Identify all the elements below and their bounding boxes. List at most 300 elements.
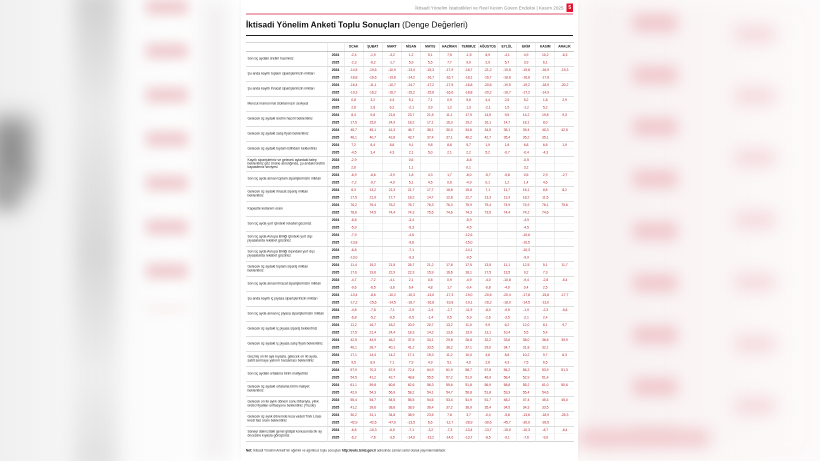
value-cell [363,254,382,262]
indicator-label: Gelecek üç aydaki ihracat sipariş miktarı beklentiniz [246,186,327,201]
indicator-label: Mevcut mamul mal stoklarınızın seviyesi [246,96,327,111]
value-cell: 33,6 [497,336,516,344]
value-cell: 57,9 [344,366,363,374]
year-cell: 2025 [327,179,344,187]
indicator-label: Son üç aydaki ortalama birim maliyetiniz [246,366,327,381]
value-cell: -6,0 [382,426,401,434]
value-cell: 44,9 [363,336,382,344]
value-cell: 75,4 [478,201,497,209]
value-cell: 55,5 [421,374,440,382]
value-cell: 51,7 [478,396,497,404]
value-cell: -0,5 [401,314,420,322]
value-cell: 19,8 [536,111,555,119]
value-cell: 35,1 [497,126,516,134]
value-cell: 56,3 [516,366,535,374]
value-cell [555,216,574,224]
value-cell: -10,7 [382,81,401,89]
value-cell: 76,2 [344,201,363,209]
value-cell: 56,3 [421,381,440,389]
value-cell: 9,2 [516,269,535,277]
value-cell: 9,7 [536,351,555,359]
table-row [246,96,574,104]
value-cell: 2,9 [536,171,555,179]
value-cell: 51,4 [536,374,555,382]
value-cell: 0,4 [516,284,535,292]
table-row [246,411,574,419]
value-cell: 51,8 [459,381,478,389]
table-row [246,336,574,344]
value-cell: 76,2 [382,201,401,209]
value-cell: 12,7 [459,194,478,202]
value-cell: -8,7 [536,426,555,434]
year-cell: 2024 [327,396,344,404]
value-cell [382,156,401,164]
value-cell: -2,7 [440,306,459,314]
value-cell: 58,4 [497,374,516,382]
value-cell: 4,0 [459,359,478,367]
value-cell: 55,5 [401,396,420,404]
value-cell: 20,9 [401,321,420,329]
value-cell: 54,2 [497,366,516,374]
value-cell: 5,1 [401,96,420,104]
value-cell: 15,3 [421,351,440,359]
value-cell: -10,3 [401,291,420,299]
survey-table [246,42,574,442]
value-cell: 19,2 [459,119,478,127]
value-cell: 8,6 [536,186,555,194]
value-cell: 2,5 [497,96,516,104]
value-cell: 15,9 [421,269,440,277]
value-cell: 5,9 [401,59,420,67]
value-cell: 0,1 [478,179,497,187]
value-cell: -4,8 [344,306,363,314]
value-cell: 24,9 [382,119,401,127]
value-cell: -18,6 [497,74,516,82]
value-cell: 21,2 [421,261,440,269]
month-header: AĞUSTOS [478,42,497,51]
value-cell: -0,5 [516,156,535,164]
value-cell: -0,4 [516,149,535,157]
value-cell: -18,9 [536,81,555,89]
value-cell: -19,8 [440,299,459,307]
value-cell: -3,5 [497,314,516,322]
value-cell: 15,1 [516,186,535,194]
value-cell: 16,1 [478,119,497,127]
value-cell: 34,8 [382,411,401,419]
value-cell: 21,3 [382,186,401,194]
value-cell: 13,2 [440,321,459,329]
year-cell: 2025 [327,59,344,67]
indicator-label: Geçmiş on iki aya kıyasla, gelecek on iki ayda, sabit sermaye yatırım harcaması beklentiniz [246,351,327,366]
table-row [246,231,574,239]
value-cell: 35,1 [536,134,555,142]
value-cell: -6,6 [363,171,382,179]
value-cell: 3,2 [516,164,535,172]
value-cell: -16,7 [421,74,440,82]
value-cell [536,216,555,224]
year-cell: 2024 [327,141,344,149]
blur-smudge-column [74,0,118,461]
value-cell: 6,3 [344,186,363,194]
value-cell: 7,1 [421,96,440,104]
value-cell: 4,3 [382,149,401,157]
year-cell: 2025 [327,119,344,127]
value-cell: -3,2 [421,426,440,434]
value-cell: -17,3 [440,291,459,299]
value-cell [555,59,574,67]
value-cell: 47,4 [516,396,535,404]
value-cell: 26,7 [401,261,420,269]
value-cell: 17,5 [344,119,363,127]
value-cell: -2,9 [401,306,420,314]
value-cell: -13,4 [459,426,478,434]
value-cell: 54,5 [344,374,363,382]
value-cell: -3,9 [382,171,401,179]
value-cell: 30,2 [344,411,363,419]
value-cell: 18,3 [401,329,420,337]
value-cell: -17,7 [555,291,574,299]
value-cell: 18,2 [401,194,420,202]
value-cell: 74,6 [536,209,555,217]
value-cell: -28,9 [459,419,478,427]
value-cell: 74,3 [401,209,420,217]
value-cell: -5,9 [344,224,363,232]
year-cell: 2024 [327,201,344,209]
value-cell: 74,4 [497,209,516,217]
value-cell: -15,8 [536,291,555,299]
month-header: EKİM [516,42,535,51]
value-cell: 8,0 [536,119,555,127]
value-cell: 1,2 [497,179,516,187]
value-cell: -6,5 [363,284,382,292]
value-cell: -14,5 [344,66,363,74]
value-cell: -21,2 [478,66,497,74]
table-row [246,306,574,314]
value-cell [555,156,574,164]
value-cell: 46,2 [382,336,401,344]
value-cell: -20,2 [478,89,497,97]
value-cell: 9,5 [497,111,516,119]
value-cell: -15,0 [459,239,478,247]
value-cell: 7,1 [382,359,401,367]
month-header: ŞUBAT [363,42,382,51]
value-cell: -0,4 [478,411,497,419]
value-cell: 10,2 [516,351,535,359]
indicator-label: Gelecek üç aydaki toplam istihdam beklentiniz [246,141,327,156]
value-cell: -3,2 [382,51,401,59]
value-cell: -5,9 [459,216,478,224]
value-cell: -13,7 [459,434,478,442]
value-cell: 1,9 [555,141,574,149]
value-cell: 7,8 [440,411,459,419]
value-cell: 4,9 [516,51,535,59]
value-cell: 16,6 [440,269,459,277]
blur-pink-band [579,430,709,446]
month-header: MAYIS [421,42,440,51]
value-cell: 2,6 [344,164,363,172]
value-cell: 7,1 [478,186,497,194]
value-cell: 40,2 [459,134,478,142]
value-cell: 38,1 [421,126,440,134]
value-cell: -1,2 [516,104,535,112]
indicator-label: Gelecek üç aydaki satış fiyatı beklentiniz [246,126,327,141]
value-cell: -0,7 [363,179,382,187]
value-cell [555,329,574,337]
value-cell: 17,5 [344,194,363,202]
month-header: NİSAN [401,42,420,51]
value-cell: -19,3 [555,66,574,74]
value-cell: 16,3 [440,119,459,127]
value-cell: 1,9 [478,141,497,149]
table-row [246,366,574,374]
value-cell: -10,3 [516,246,535,254]
value-cell: 5,2 [516,96,535,104]
value-cell [478,239,497,247]
value-cell: -3,6 [382,284,401,292]
value-cell: 42,5 [344,336,363,344]
footnote-label: Not: [246,449,253,453]
value-cell: -17,2 [516,89,535,97]
value-cell: -4,9 [516,216,535,224]
value-cell: -15,6 [421,89,440,97]
value-cell: 2,8 [363,104,382,112]
month-header: HAZİRAN [440,42,459,51]
value-cell [478,224,497,232]
value-cell: -13,0 [421,291,440,299]
value-cell: 67,9 [382,366,401,374]
value-cell [478,254,497,262]
value-cell: 45,7 [344,126,363,134]
value-cell: -5,8 [555,306,574,314]
value-cell: 11,7 [497,186,516,194]
table-row [246,396,574,404]
value-cell [440,216,459,224]
value-cell: 13,3 [497,194,516,202]
value-cell: 31,8 [516,344,535,352]
value-cell: 4,9 [421,359,440,367]
indicator-label: Şu anda kayıtlı ihracat siparişlerinizin miktarı [246,81,327,96]
value-cell [440,164,459,172]
value-cell: -7,1 [401,426,420,434]
value-cell: -2,1 [478,104,497,112]
value-cell [536,224,555,232]
value-cell: 6,1 [536,59,555,67]
value-cell: 46,7 [401,126,420,134]
table-row [246,111,574,119]
value-cell: -16,7 [382,89,401,97]
value-cell [555,434,574,442]
value-cell: -1,5 [459,51,478,59]
value-cell: -12,7 [440,419,459,427]
value-cell: 36,9 [459,404,478,412]
value-cell: 0,5 [440,314,459,322]
value-cell: 9,1 [401,141,420,149]
value-cell: 13,2 [363,186,382,194]
value-cell: -17,5 [440,81,459,89]
value-cell: -42,6 [363,419,382,427]
value-cell: -4,1 [382,276,401,284]
value-cell: 39,6 [363,404,382,412]
value-cell: 34,5 [497,404,516,412]
value-cell [382,239,401,247]
value-cell: 21,7 [401,186,420,194]
value-cell: 75,6 [555,201,574,209]
year-cell: 2025 [327,104,344,112]
value-cell: 74,9 [516,201,535,209]
footnote [246,449,573,453]
value-cell: 17,1 [344,351,363,359]
year-cell: 2024 [327,366,344,374]
value-cell: 53,4 [440,396,459,404]
value-cell: -13,4 [344,291,363,299]
value-cell [536,254,555,262]
value-cell: 10,4 [497,329,516,337]
value-cell: 74,4 [382,209,401,217]
value-cell [363,164,382,172]
value-cell [382,216,401,224]
year-cell: 2024 [327,156,344,164]
value-cell [555,344,574,352]
value-cell: -11,1 [363,81,382,89]
value-cell: 8,4 [344,111,363,119]
indicator-label: Son üç ayda alınan iç piyasa siparişlerinizin miktarı [246,306,327,321]
value-cell: 72,4 [401,366,420,374]
table-row [246,246,574,254]
blur-red-figures [735,26,775,436]
value-cell: -18,7 [459,66,478,74]
value-cell: 2,1 [401,149,420,157]
value-cell: 4,3 [421,171,440,179]
value-cell: -2,3 [344,59,363,67]
value-cell: 1,7 [440,171,459,179]
value-cell: -15,0 [497,426,516,434]
value-cell: 17,7 [382,194,401,202]
value-cell: 76,6 [344,209,363,217]
value-cell: -16,2 [478,299,497,307]
value-cell: 51,9 [459,374,478,382]
value-cell: -14,5 [516,299,535,307]
value-cell: 53,9 [536,366,555,374]
table-row [246,66,574,74]
indicator-label: Kayıtlı siparişleriniz ve gelecek aylardaki talep beklentiniz göz önüne alındığında, şu andaki üretim kapasiteniz seviyesi [246,156,327,171]
value-cell: 37,4 [421,134,440,142]
table-row [246,321,574,329]
year-cell: 2025 [327,374,344,382]
year-cell: 2024 [327,51,344,59]
value-cell: -10,3 [363,426,382,434]
value-cell: 14,7 [421,194,440,202]
value-cell: -6,2 [363,59,382,67]
value-cell: -6,8 [459,156,478,164]
value-cell: -10,2 [382,291,401,299]
value-cell: 61,9 [440,366,459,374]
value-cell: 12,0 [516,321,535,329]
value-cell: -9,5 [497,306,516,314]
value-cell: -17,2 [344,299,363,307]
value-cell: 38,0 [516,336,535,344]
year-cell: 2024 [327,351,344,359]
value-cell: -14,0 [401,434,420,442]
value-cell: 17,8 [440,261,459,269]
value-cell [497,246,516,254]
value-cell: -9,4 [516,276,535,284]
year-cell: 2025 [327,224,344,232]
value-cell [555,269,574,277]
value-cell: -1,4 [421,314,440,322]
value-cell: 46,1 [344,134,363,142]
value-cell: 40,1 [382,344,401,352]
value-cell: -17,8 [536,74,555,82]
value-cell [363,156,382,164]
value-cell: 41,3 [382,126,401,134]
month-header: KASIM [536,42,555,51]
value-cell: 11,1 [497,261,516,269]
value-cell: 16,7 [363,321,382,329]
value-cell [382,246,401,254]
value-cell: 2,1 [440,149,459,157]
value-cell: 5,1 [421,51,440,59]
value-cell: 2,6 [478,359,497,367]
value-cell: 1,4 [516,179,535,187]
value-cell [363,246,382,254]
value-cell [536,164,555,172]
value-cell: 6,8 [516,141,535,149]
value-cell: -4,5 [516,224,535,232]
value-cell: -1,9 [516,306,535,314]
value-cell: 54,6 [536,389,555,397]
value-cell: -18,8 [459,89,478,97]
value-cell: 32,2 [478,336,497,344]
value-cell: 8,4 [363,141,382,149]
year-cell: 2025 [327,299,344,307]
value-cell: 21,6 [382,111,401,119]
value-cell: 5,2 [536,104,555,112]
value-cell: 43,7 [401,134,420,142]
value-cell: 13,6 [440,329,459,337]
table-row [246,351,574,359]
value-cell: -7,3 [440,426,459,434]
year-cell: 2025 [327,284,344,292]
value-cell: 54,6 [421,396,440,404]
value-cell: -20,6 [478,291,497,299]
value-cell: -4,9 [459,179,478,187]
value-cell: 17,7 [421,186,440,194]
year-cell: 2025 [327,239,344,247]
value-cell: 55,6 [440,381,459,389]
value-cell [555,374,574,382]
year-cell: 2025 [327,314,344,322]
value-cell: 76,4 [363,201,382,209]
blur-red-figures [146,0,188,310]
value-cell: -13,6 [516,411,535,419]
value-cell: 21,4 [363,329,382,337]
indicator-label: Gelecek üç aydaki ortalama birim maliyet beklentiniz [246,381,327,396]
value-cell: -2,4 [344,51,363,59]
value-cell: 18,1 [516,119,535,127]
value-cell: -8,0 [478,306,497,314]
value-cell: 0,1 [459,164,478,172]
value-cell: -4,7 [344,276,363,284]
value-cell [555,104,574,112]
year-cell: 2025 [327,269,344,277]
value-cell: -9,6 [344,284,363,292]
value-cell: 1,7 [440,284,459,292]
year-cell: 2024 [327,261,344,269]
value-cell: -10,8 [497,276,516,284]
value-cell [536,239,555,247]
indicator-label: Gelecek üç aydaki iç piyasa sipariş beklentiniz [246,321,327,336]
year-cell: 2025 [327,134,344,142]
